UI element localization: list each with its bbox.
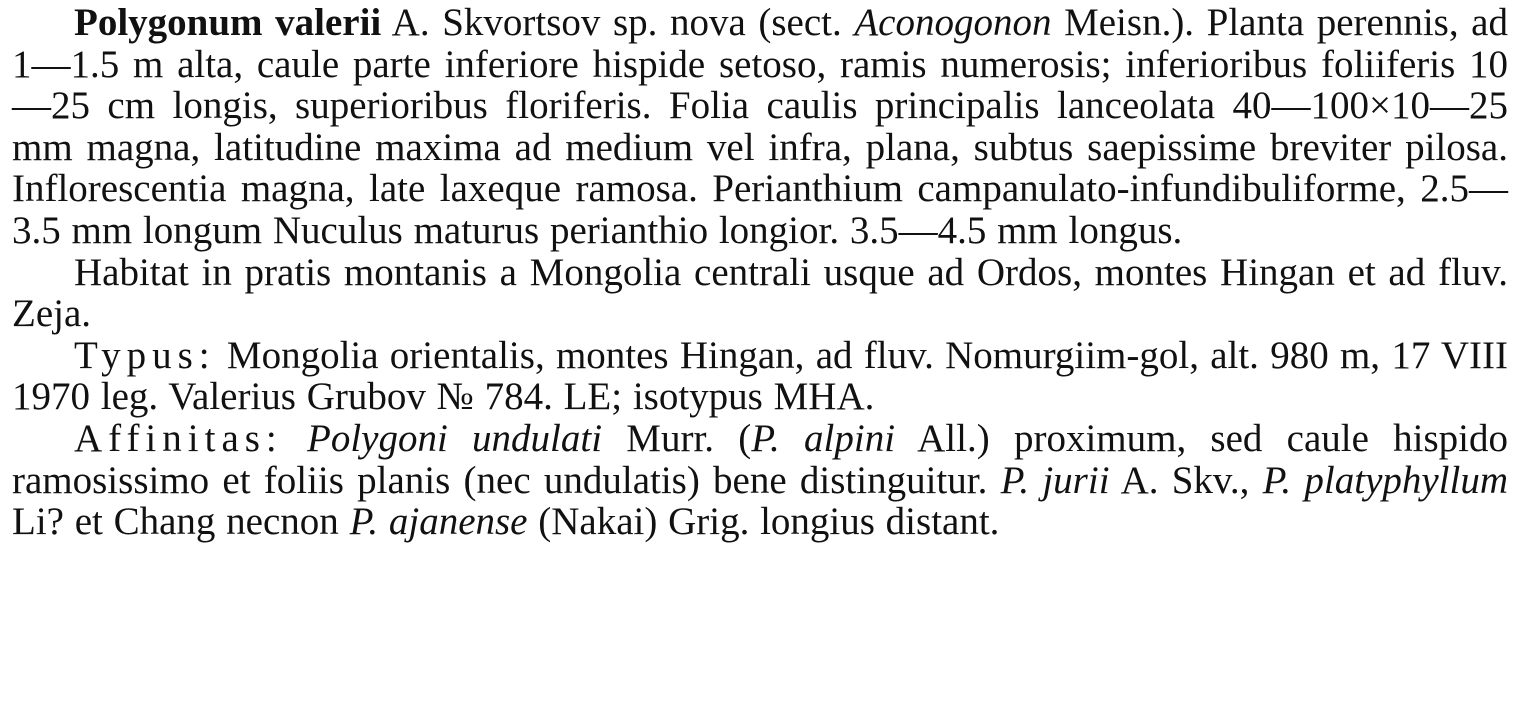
affinitas-label: Affinitas: bbox=[74, 416, 283, 460]
affinitas-species-4: P. platyphyllum bbox=[1262, 458, 1509, 502]
typus-text: Mongolia orientalis, montes Hingan, ad fluv. Nomurgiim-gol, alt. 980 m, 17 VIII 1970 leg. Valerius Grubov № 784. LE; isotypus MHA. bbox=[12, 333, 1508, 419]
affinitas-species-2: P. alpini bbox=[751, 416, 896, 460]
affinitas-author-1: Murr. ( bbox=[602, 416, 752, 460]
affinitas-author-3: A. Skv., bbox=[1109, 458, 1263, 502]
affinitas-author-2: All.) proximum, sed caule hispido ramosissimo et foliis planis (nec undulatis) bene distinguitur. bbox=[12, 416, 1508, 502]
section-name: Aconogonon bbox=[854, 1, 1052, 44]
habitat-paragraph bbox=[12, 252, 1508, 335]
section-author: Meisn.). bbox=[1051, 1, 1195, 44]
diagnosis-text: Planta perennis, ad 1—1.5 m alta, caule parte inferiore hispide setoso, ramis numerosis; inferioribus foliiferis 10—25 cm longis, superioribus floriferis. Folia caulis principalis lanceolata 40—100×10—25 mm magna, latitudine maxima ad medium vel infra, plana, subtus saepissime breviter pilosa. Inflorescentia magna, late laxeque ramosa. Perianthium campanulato-infundibuliforme, 2.5—3.5 mm longum Nuculus maturus perianthio longior. 3.5—4.5 mm longus. bbox=[12, 1, 1508, 252]
affinitas-species-1: Polygoni undulati bbox=[307, 416, 603, 460]
typus-label: Typus: bbox=[74, 333, 216, 377]
species-name: Polygonum valerii bbox=[74, 1, 382, 44]
species-author: A. Skvortsov sp. nova (sect. bbox=[381, 1, 855, 44]
affinitas-species-3: P. jurii bbox=[1000, 458, 1110, 502]
affinitas-species-5: P. ajanense bbox=[349, 500, 528, 544]
habitat-text: Habitat in pratis montanis a Mongolia centrali usque ad Ordos, montes Hingan et ad fluv. Zeja. bbox=[12, 250, 1508, 336]
affinitas-author-5: (Nakai) Grig. longius distant. bbox=[527, 500, 1000, 544]
affinitas-author-4: Li? et Chang necnon bbox=[12, 500, 350, 544]
affinitas-paragraph bbox=[12, 418, 1508, 543]
typus-paragraph bbox=[12, 335, 1508, 418]
diagnosis-paragraph bbox=[12, 2, 1508, 252]
